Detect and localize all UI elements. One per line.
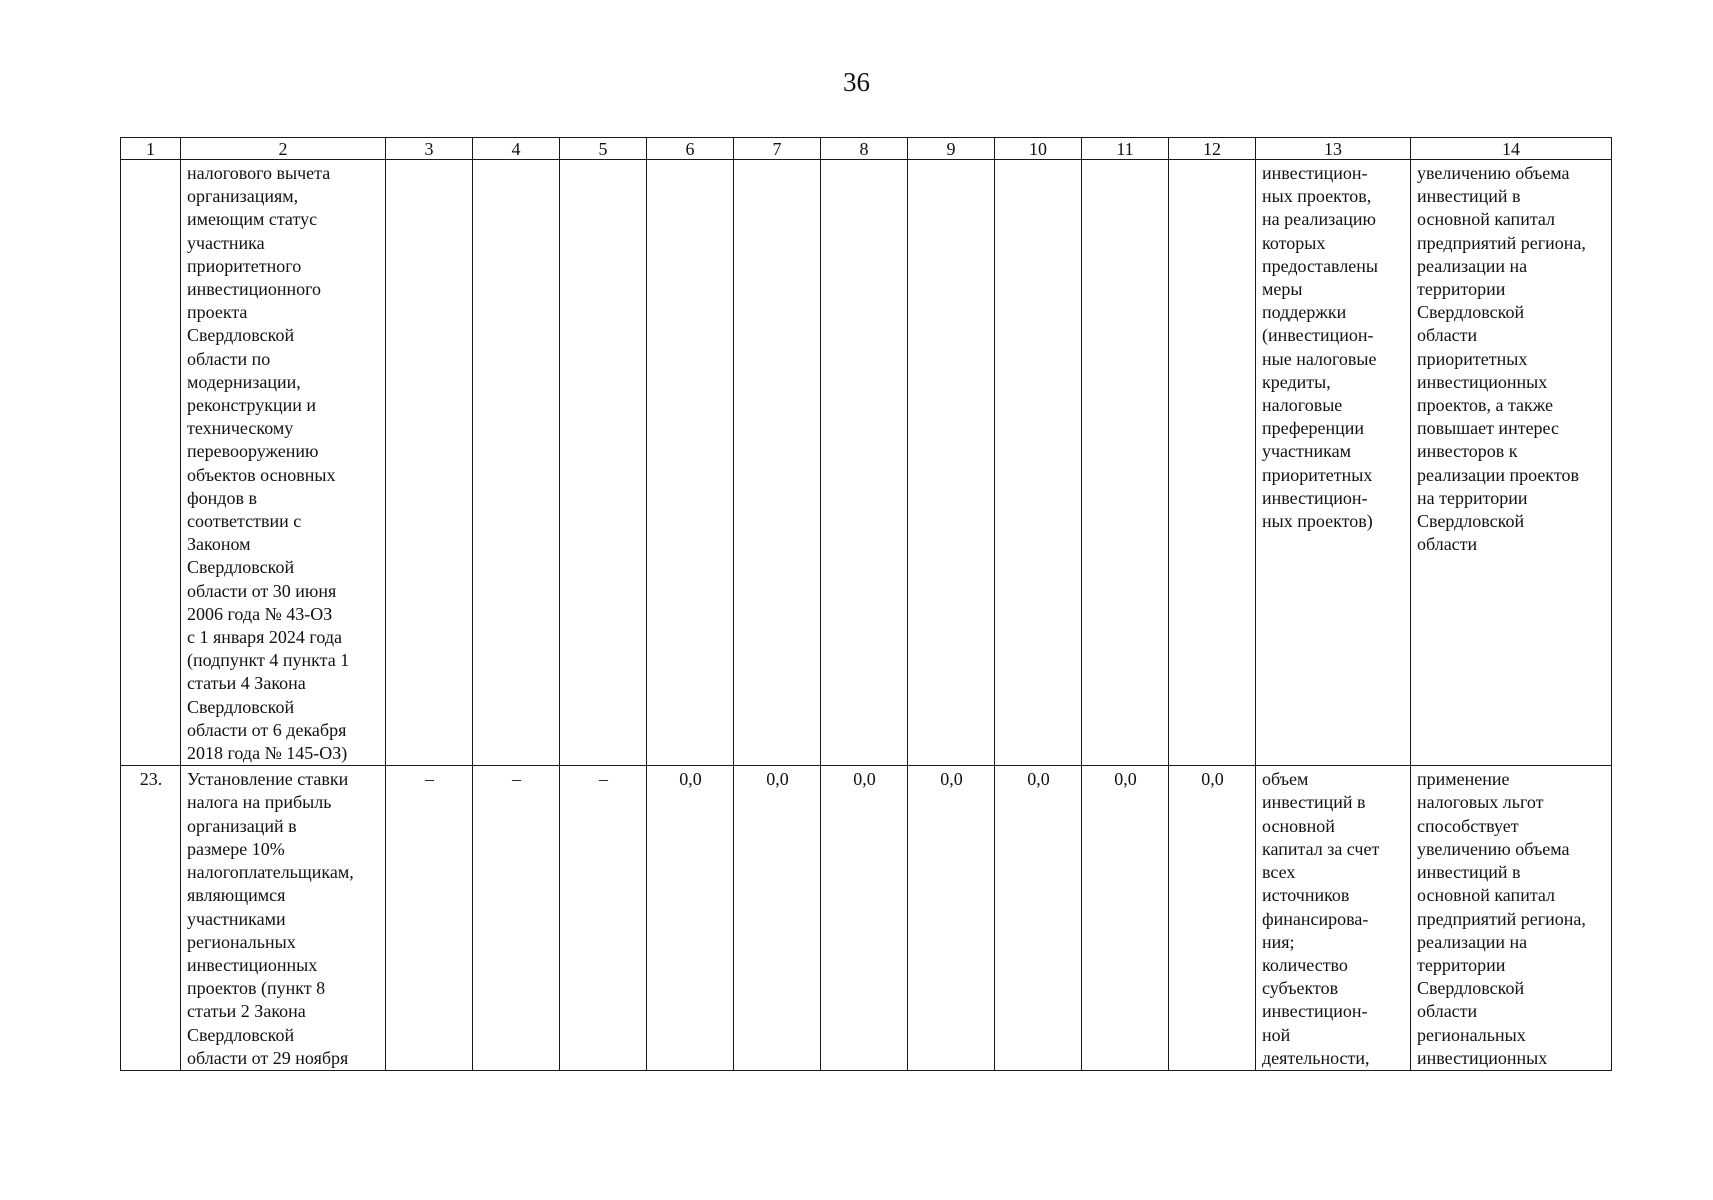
measure-description-cell: Установление ставки налога на прибыль организаций в размере 10% налогоплательщикам, являющимся участниками региональных инвестиционных проектов (пункт 8 статьи 2 Закона Свердловской области от 29 ноября bbox=[181, 766, 386, 1071]
value-cell-7: 0,0 bbox=[734, 766, 821, 1071]
column-header-8: 8 bbox=[821, 138, 908, 160]
column-header-6: 6 bbox=[647, 138, 734, 160]
measure-description-cell: налогового вычета организациям, имеющим статус участника приоритетного инвестиционного проекта Свердловской области по модернизации, реконструкции и техническому перевооружению объектов основных фондов в соответствии с Законом Свердловской области от 30 июня 2006 года № 43-ОЗ с 1 января 2024 года (подпункт 4 пункта 1 статьи 4 Закона Свердловской области от 6 декабря 2018 года № 145-ОЗ) bbox=[181, 160, 386, 766]
table-row bbox=[121, 160, 1612, 766]
indicator-cell: инвестицион- ных проектов, на реализацию которых предоставлены меры поддержки (инвестицион- ные налоговые кредиты, налоговые преференции участникам приоритетных инвестицион- ных проектов) bbox=[1256, 160, 1411, 766]
column-header-10: 10 bbox=[995, 138, 1082, 160]
column-header-13: 13 bbox=[1256, 138, 1411, 160]
table-row bbox=[121, 766, 1612, 1071]
value-cell-11: 0,0 bbox=[1082, 766, 1169, 1071]
value-cell-12: 0,0 bbox=[1169, 766, 1256, 1071]
page-number: 36 bbox=[843, 67, 870, 97]
column-header-14: 14 bbox=[1411, 138, 1612, 160]
effect-cell: применение налоговых льгот способствует увеличению объема инвестиций в основной капитал предприятий региона, реализации на территории Свердловской области региональных инвестиционных bbox=[1411, 766, 1612, 1071]
value-cell-11 bbox=[1082, 160, 1169, 766]
column-header-1: 1 bbox=[121, 138, 181, 160]
value-cell-5 bbox=[560, 160, 647, 766]
value-cell-6 bbox=[647, 160, 734, 766]
value-cell-7 bbox=[734, 160, 821, 766]
column-header-4: 4 bbox=[473, 138, 560, 160]
value-cell-5: – bbox=[560, 766, 647, 1071]
value-cell-8: 0,0 bbox=[821, 766, 908, 1071]
value-cell-9 bbox=[908, 160, 995, 766]
column-header-9: 9 bbox=[908, 138, 995, 160]
value-cell-3 bbox=[386, 160, 473, 766]
value-cell-8 bbox=[821, 160, 908, 766]
value-cell-4 bbox=[473, 160, 560, 766]
value-cell-10: 0,0 bbox=[995, 766, 1082, 1071]
value-cell-9: 0,0 bbox=[908, 766, 995, 1071]
indicator-cell: объем инвестиций в основной капитал за счет всех источников финансирова- ния; количество субъектов инвестицион- ной деятельности, bbox=[1256, 766, 1411, 1071]
column-header-11: 11 bbox=[1082, 138, 1169, 160]
value-cell-6: 0,0 bbox=[647, 766, 734, 1071]
header-row bbox=[121, 138, 1612, 160]
value-cell-10 bbox=[995, 160, 1082, 766]
column-header-2: 2 bbox=[181, 138, 386, 160]
value-cell-3: – bbox=[386, 766, 473, 1071]
value-cell-12 bbox=[1169, 160, 1256, 766]
value-cell-4: – bbox=[473, 766, 560, 1071]
column-header-7: 7 bbox=[734, 138, 821, 160]
row-number-cell: 23. bbox=[121, 766, 181, 1071]
column-header-5: 5 bbox=[560, 138, 647, 160]
column-header-3: 3 bbox=[386, 138, 473, 160]
column-header-12: 12 bbox=[1169, 138, 1256, 160]
effect-cell: увеличению объема инвестиций в основной капитал предприятий региона, реализации на территории Свердловской области приоритетных инвестиционных проектов, а также повышает интерес инвесторов к реализации проектов на территории Свердловской области bbox=[1411, 160, 1612, 766]
document-table bbox=[120, 137, 1612, 1071]
row-number-cell bbox=[121, 160, 181, 766]
